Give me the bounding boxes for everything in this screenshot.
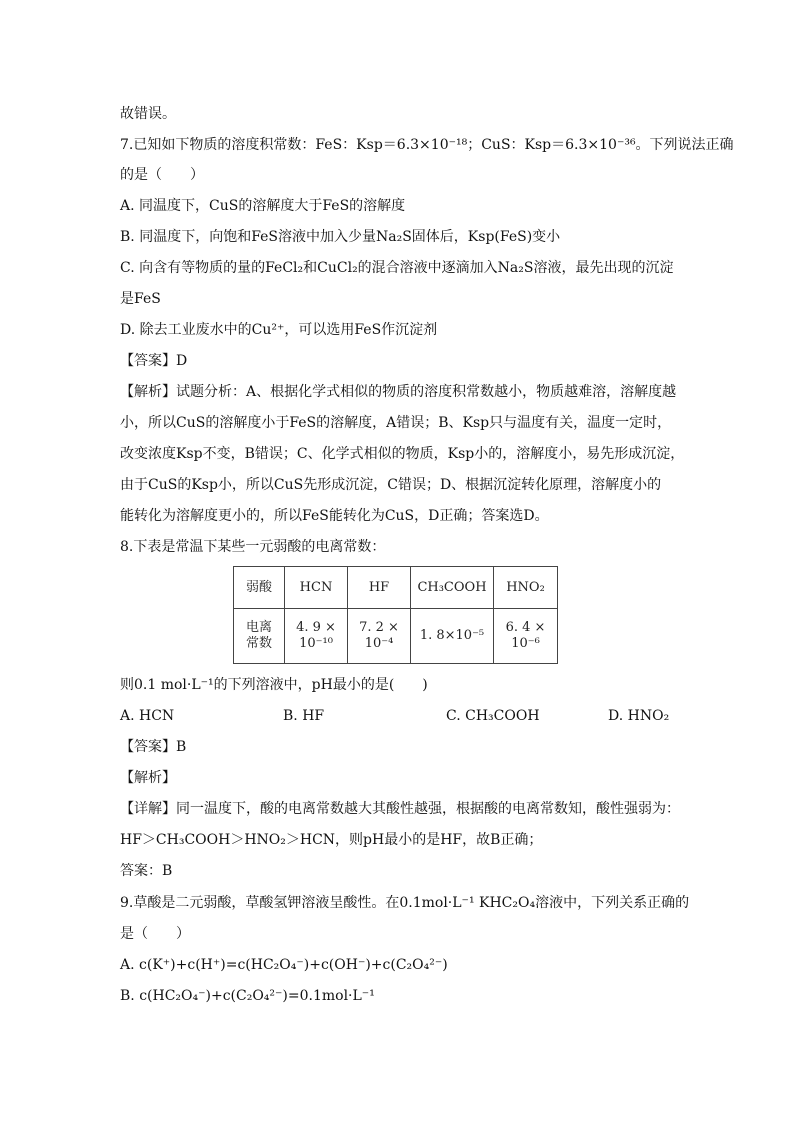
cell-line: 10⁻¹⁰ [299, 636, 333, 651]
question-8-option-b: B. HF [283, 708, 325, 724]
question-7-stem: 7.已知如下物质的溶度积常数：FeS：Ksp＝6.3×10⁻¹⁸；CuS：Ksp＝6.3×10⁻³⁶。下列说法正确 [120, 137, 734, 153]
question-8-stem: 8.下表是常温下某些一元弱酸的电离常数： [120, 539, 386, 555]
question-8-prompt: 则0.1 mol·L⁻¹的下列溶液中，pH最小的是( ) [120, 677, 428, 693]
row-label-line: 电离 [245, 620, 272, 635]
table-header-cell: HF [348, 567, 411, 609]
question-7-explanation: 小，所以CuS的溶解度小于FeS的溶解度，A错误；B、Ksp只与温度有关，温度一定时， [120, 415, 672, 431]
question-8-option-d: D. HNO₂ [608, 708, 670, 724]
question-7-explanation: 由于CuS的Ksp小，所以CuS先形成沉淀，C错误；D、根据沉淀转化原理，溶解度小的 [120, 477, 662, 493]
question-7-option-c: C. 向含有等物质的量的FeCl₂和CuCl₂的混合溶液中逐滴加入Na₂S溶液，最先出现的沉淀 [120, 260, 674, 276]
table-row-label [234, 609, 285, 664]
question-8-option-a: A. HCN [120, 708, 175, 724]
question-7-explanation: 【解析】试题分析：A、根据化学式相似的物质的溶度积常数越小，物质越难溶，溶解度越 [120, 384, 677, 400]
question-9-option-a: A. c(K⁺)+c(H⁺)=c(HC₂O₄⁻)+c(OH⁻)+c(C₂O₄²⁻) [120, 957, 448, 973]
question-7-explanation: 能转化为溶解度更小的，所以FeS能转化为CuS，D正确；答案选D。 [120, 508, 549, 524]
table-row [234, 609, 558, 664]
cell-line: 10⁻⁶ [511, 636, 540, 651]
question-7-stem-cont: 的是（ ） [120, 167, 204, 183]
question-7-answer: 【答案】D [120, 353, 188, 369]
cell-line: 10⁻⁴ [364, 636, 394, 651]
question-7-option-d: D. 除去工业废水中的Cu²⁺，可以选用FeS作沉淀剂 [120, 322, 438, 338]
question-8-detail: 【详解】同一温度下，酸的电离常数越大其酸性越强，根据酸的电离常数知，酸性强弱为： [120, 801, 680, 817]
question-7-option-b: B. 同温度下，向饱和FeS溶液中加入少量Na₂S固体后，Ksp(FeS)变小 [120, 229, 561, 245]
question-8-detail: HF＞CH₃COOH＞HNO₂＞HCN，则pH最小的是HF，故B正确； [120, 832, 543, 848]
cell-line: 7. 2 × [359, 620, 399, 635]
question-8-answer: 【答案】B [120, 739, 187, 755]
table-cell [494, 609, 558, 664]
cell-line: 6. 4 × [505, 620, 546, 635]
cell-line: 4. 9 × [296, 620, 336, 635]
question-9-stem-cont: 是（ ） [120, 926, 190, 942]
table-cell [348, 609, 411, 664]
text-line: 故错误。 [120, 106, 176, 122]
cell-line: 1. 8×10⁻⁵ [419, 628, 485, 643]
question-8-explanation-heading: 【解析】 [120, 770, 176, 786]
table-header-row [234, 567, 558, 609]
question-7-option-a: A. 同温度下，CuS的溶解度大于FeS的溶解度 [120, 198, 406, 214]
question-9-option-b: B. c(HC₂O₄⁻)+c(C₂O₄²⁻)=0.1mol·L⁻¹ [120, 988, 375, 1004]
row-label-line: 常数 [245, 636, 272, 651]
ionization-constant-table [233, 566, 558, 664]
table-header-cell: 弱酸 [234, 567, 285, 609]
table-header-cell: CH₃COOH [411, 567, 494, 609]
question-7-explanation: 改变浓度Ksp不变，B错误；C、化学式相似的物质，Ksp小的，溶解度小，易先形成沉淀， [120, 446, 685, 462]
question-8-final-answer: 答案：B [120, 863, 173, 879]
table-header-cell: HNO₂ [494, 567, 558, 609]
question-7-option-c-cont: 是FeS [120, 291, 161, 307]
table-cell [285, 609, 348, 664]
table-cell [411, 609, 494, 664]
question-9-stem: 9.草酸是二元弱酸，草酸氢钾溶液呈酸性。在0.1mol·L⁻¹ KHC₂O₄溶液中，下列关系正确的 [120, 895, 690, 911]
question-8-option-c: C. CH₃COOH [446, 708, 540, 724]
table-header-cell: HCN [285, 567, 348, 609]
